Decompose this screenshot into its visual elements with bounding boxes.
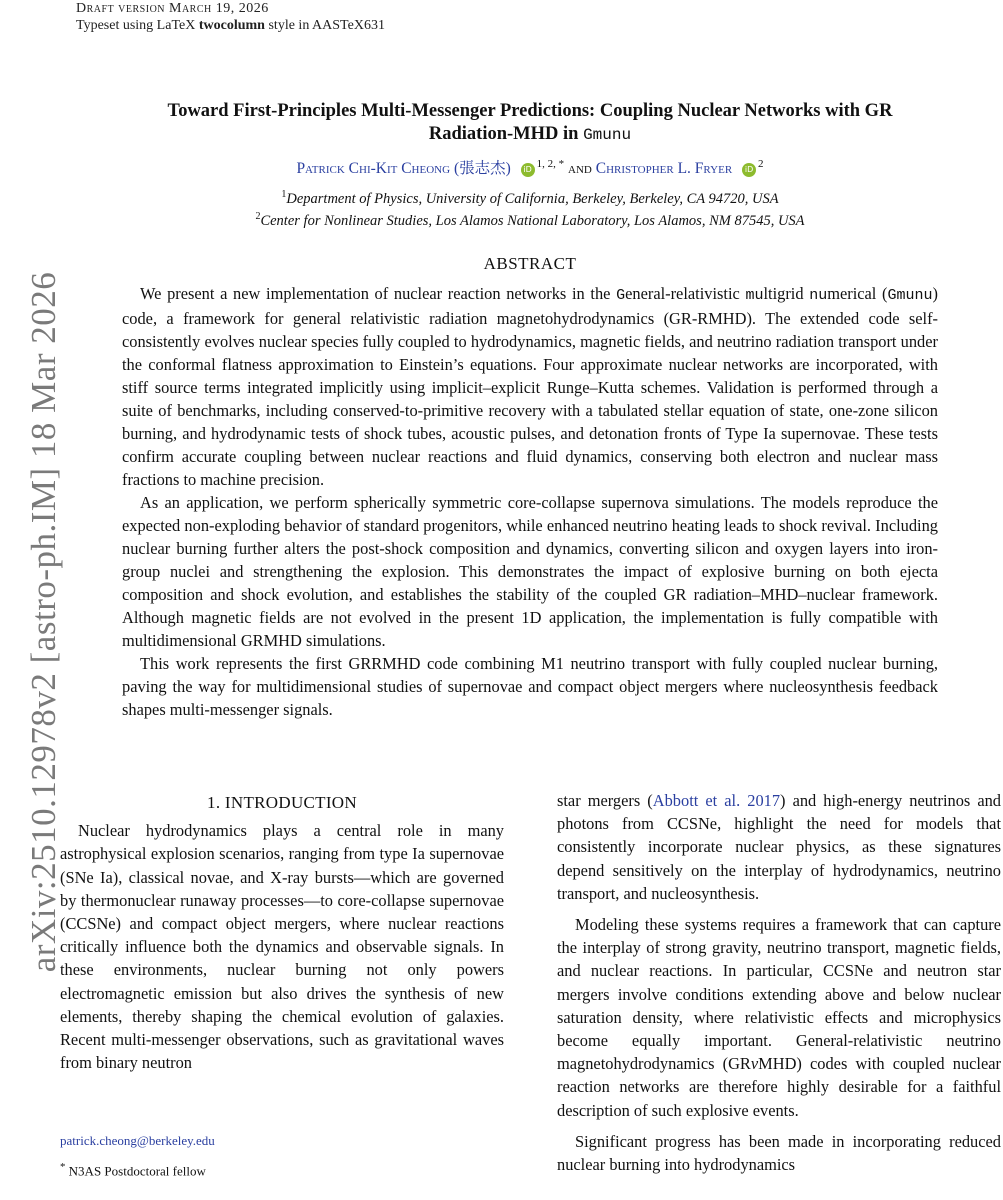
section-heading: 1. INTRODUCTION bbox=[207, 793, 357, 812]
citation-link[interactable]: Abbott et al. 2017 bbox=[652, 791, 781, 810]
footnote-postdoc: * N3AS Postdoctoral fellow bbox=[60, 1161, 206, 1179]
right-column bbox=[557, 789, 1001, 1176]
abstract-body bbox=[122, 282, 938, 721]
affiliation-2: $^2$Center for Nonlinear Studies, Los Alamos National Laboratory, Los Alamos, NM 87545, USA bbox=[255, 211, 805, 229]
intro-paragraph-1-cont: star mergers (Abbott et al. 2017) and high-energy neutrinos and photons from CCSNe, highlight the need for models that consistently incorporate nuclear physics, as these signatures depend sensitively on the interplay of hydrodynamics, neutrino transport, and nucleosynthesis. bbox=[557, 791, 1002, 903]
orcid-icon[interactable]: iD bbox=[521, 163, 535, 177]
author-conjunction: and bbox=[568, 160, 592, 177]
author-cheong-cjk: (張志杰) bbox=[453, 160, 511, 177]
code-name: Gmunu bbox=[583, 126, 632, 144]
author-fryer-link[interactable]: Christopher L. Fryer bbox=[595, 160, 733, 177]
author-email-link[interactable]: patrick.cheong@berkeley.edu bbox=[60, 1133, 215, 1148]
abstract-paragraph-3: This work represents the first GRRMHD code combining M1 neutrino transport with fully coupled nuclear burning, paving the way for multidimensional studies of supernovae and compact object mergers where nucleosynthesis feedback shapes multi-messenger signals. bbox=[122, 654, 938, 719]
intro-paragraph-3: Significant progress has been made in incorporating reduced nuclear burning into hydrodynamics bbox=[557, 1131, 1001, 1175]
intro-paragraph-2: Modeling these systems requires a framework that can capture the interplay of strong gravity, neutrino transport, magnetic fields, and nuclear reactions. In particular, CCSNe and neutron star mergers involve conditions extending above and below nuclear saturation density, where relativistic effects and microphysics become equally important. General-relativistic neutrino magnetohydrodynamics (GRνMHD) codes with coupled nuclear reaction networks are therefore highly desirable for a faithful description of such explosive events. bbox=[557, 915, 1001, 1120]
arxiv-identifier: arXiv:2510.12978v2 [astro-ph.IM] 18 Mar 2026 bbox=[24, 271, 63, 973]
orcid-icon[interactable]: iD bbox=[742, 163, 756, 177]
abstract-paragraph-2: As an application, we perform spherically symmetric core-collapse supernova simulations. The models reproduce the expected non-exploding behavior of standard progenitors, while enhanced neutrino heating leads to shock revival. Including nuclear burning further alters the post-shock composition and dynamics, converting silicon and oxygen layers into iron-group nuclei and strengthening the explosion. This demonstrates the impact of explosive burning on both ejecta composition and shock evolution, and establishes the stability of the coupled GR radiation–MHD–nuclear framework. Although magnetic fields are not evolved in the present 1D application, the implementation is fully compatible with multidimensional GRMHD simulations. bbox=[122, 493, 938, 650]
affiliation-1: $^1$Department of Physics, University of California, Berkeley, Berkeley, CA 94720, USA bbox=[281, 189, 779, 207]
draft-version: Draft version March 19, 2026 bbox=[76, 1, 269, 16]
typeset-line: Typeset using LaTeX twocolumn style in AASTeX631 bbox=[76, 18, 385, 33]
author-cheong-affil: 1, 2, * bbox=[536, 157, 565, 170]
footnotes bbox=[60, 1132, 215, 1180]
author-cheong-link[interactable]: Patrick Chi-Kit Cheong bbox=[296, 160, 451, 177]
paper-title: Toward First-Principles Multi-Messenger Predictions: Coupling Nuclear Networks with GR Radiation-MHD in Gmunu bbox=[167, 101, 893, 144]
intro-paragraph-1: Nuclear hydrodynamics plays a central role in many astrophysical explosion scenarios, ranging from type Ia supernovae (SNe Ia), classical novae, and X-ray bursts—which are governed by thermonuclear runaway processes—to core-collapse supernovae (CCSNe) and compact object mergers, where nuclear reactions critically influence both the dynamics and observable signals. In these environments, nuclear burning not only powers electromagnetic emission but also drives the synthesis of new elements, thereby shaping the chemical evolution of galaxies. Recent multi-messenger observations, such as gravitational waves from binary neutron bbox=[60, 821, 504, 1073]
abstract-heading: ABSTRACT bbox=[483, 254, 577, 273]
author-fryer-affil: 2 bbox=[758, 157, 764, 170]
running-header bbox=[76, 0, 385, 34]
abstract-paragraph-1: We present a new implementation of nuclear reaction networks in the General-relativistic multigrid numerical (Gmunu) code, a framework for general relativistic radiation magnetohydrodynamics (GR-RMHD). The extended code self-consistently evolves nuclear species fully coupled to hydrodynamics, magnetic fields, and neutrino radiation transport under the conformal flatness approximation to Einstein’s equations. Four approximate nuclear networks are incorporated, with stiff source terms integrated implicitly using implicit–explicit Runge–Kutta schemes. Validation is performed through a suite of benchmarks, including conserved-to-primitive recovery with a tabulated stellar equation of state, one-zone silicon burning, and hydrodynamic tests of shock tubes, acoustic pulses, and detonation fronts of Type Ia supernovae. These tests confirm accurate coupling between nuclear reactions and fluid dynamics, conserving both electron and nuclear mass fractions to machine precision. bbox=[122, 284, 938, 489]
author-list bbox=[90, 156, 970, 178]
left-column bbox=[60, 791, 504, 1074]
